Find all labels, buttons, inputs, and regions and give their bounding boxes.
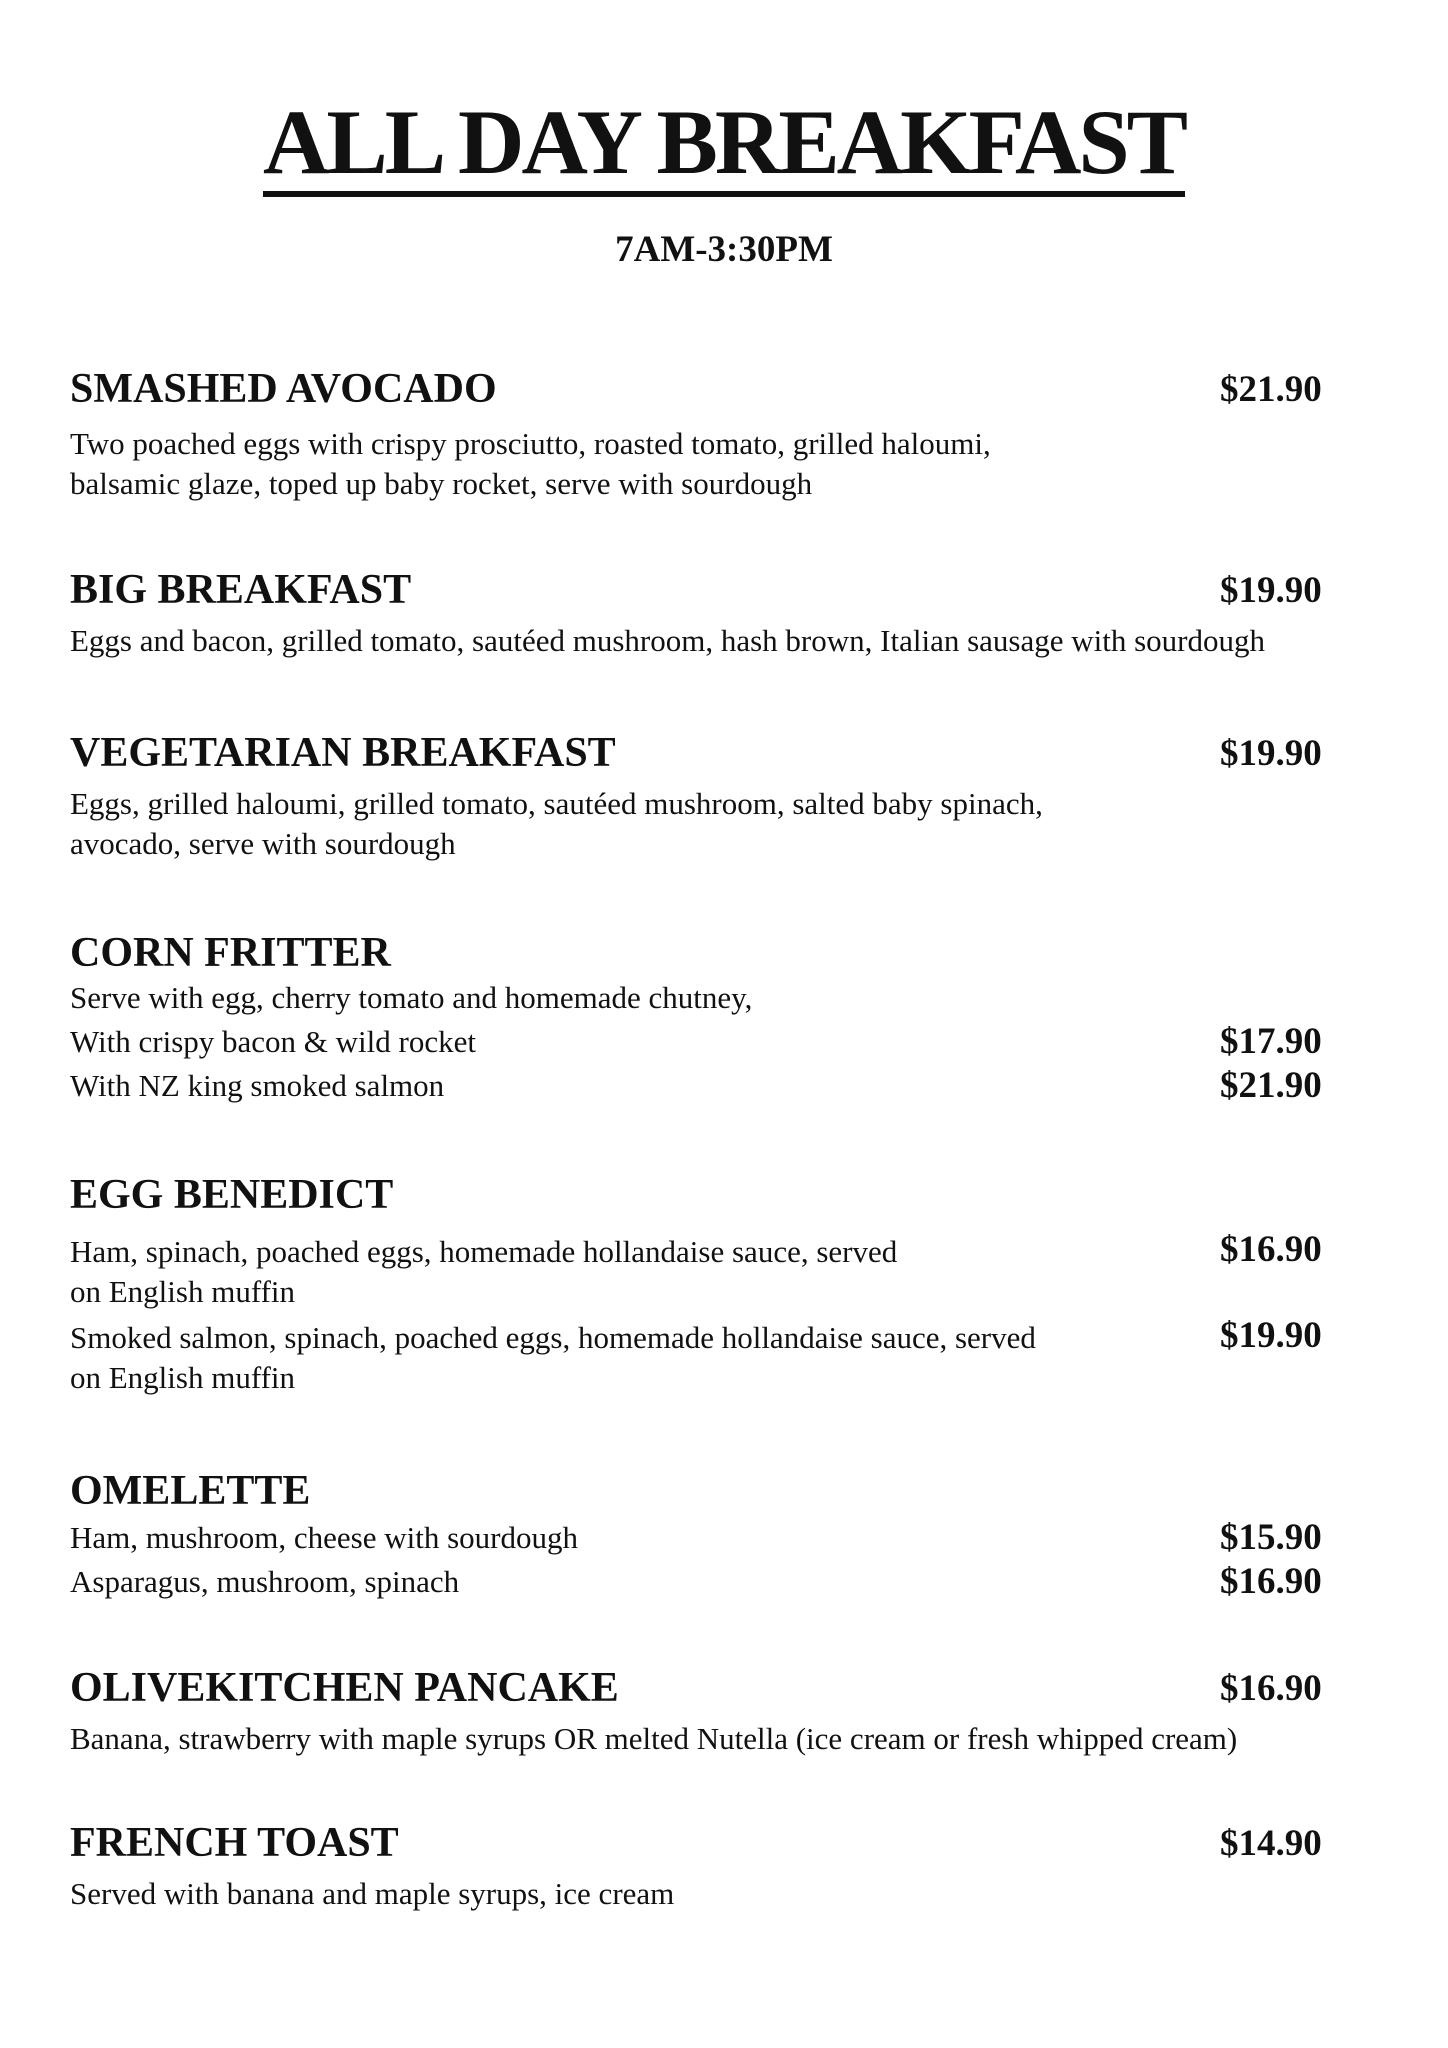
item-description-line: Serve with egg, cherry tomato and homemade chutney, [70, 980, 753, 1015]
item-name: CORN FRITTER [70, 930, 391, 976]
item-option-text: on English muffin [70, 1274, 296, 1309]
item-description-line: Eggs and bacon, grilled tomato, sautéed mushroom, hash brown, Italian sausage with sourdough [70, 623, 1265, 658]
item-name: VEGETARIAN BREAKFAST [70, 730, 616, 776]
item-option-text: Ham, spinach, poached eggs, homemade hollandaise sauce, served [70, 1234, 898, 1269]
item-option-price: $15.90 [1220, 1517, 1322, 1558]
menu-title [0, 92, 1448, 197]
item-description-line: balsamic glaze, toped up baby rocket, serve with sourdough [70, 466, 813, 501]
item-name: OLIVEKITCHEN PANCAKE [70, 1665, 619, 1711]
item-option-text: Asparagus, mushroom, spinach [70, 1564, 460, 1599]
item-price: $16.90 [1220, 1668, 1322, 1709]
item-name: SMASHED AVOCADO [70, 366, 497, 412]
item-price: $19.90 [1220, 570, 1322, 611]
item-name: FRENCH TOAST [70, 1820, 399, 1866]
item-option-price: $21.90 [1220, 1065, 1322, 1106]
item-description-line: Eggs, grilled haloumi, grilled tomato, sautéed mushroom, salted baby spinach, [70, 786, 1043, 821]
item-option-price: $17.90 [1220, 1021, 1322, 1062]
item-option-text: on English muffin [70, 1360, 296, 1395]
item-description-line: Served with banana and maple syrups, ice cream [70, 1876, 675, 1911]
item-option-text: With NZ king smoked salmon [70, 1068, 445, 1103]
item-price: $19.90 [1220, 733, 1322, 774]
item-description-line: avocado, serve with sourdough [70, 826, 456, 861]
item-price: $21.90 [1220, 369, 1322, 410]
item-price: $14.90 [1220, 1823, 1322, 1864]
item-option-text: Smoked salmon, spinach, poached eggs, homemade hollandaise sauce, served [70, 1320, 1036, 1355]
menu-hours: 7AM-3:30PM [615, 229, 833, 270]
item-option-text: With crispy bacon & wild rocket [70, 1024, 476, 1059]
item-option-price: $16.90 [1220, 1229, 1322, 1270]
item-option-text: Ham, mushroom, cheese with sourdough [70, 1520, 578, 1555]
item-description-line: Banana, strawberry with maple syrups OR melted Nutella (ice cream or fresh whipped cream) [70, 1721, 1238, 1756]
item-option-price: $16.90 [1220, 1561, 1322, 1602]
item-description-line: Two poached eggs with crispy prosciutto, roasted tomato, grilled haloumi, [70, 426, 991, 461]
item-name: BIG BREAKFAST [70, 567, 412, 613]
item-name: OMELETTE [70, 1468, 311, 1514]
menu-title-text: ALL DAY BREAKFAST [263, 95, 1185, 197]
item-option-price: $19.90 [1220, 1315, 1322, 1356]
item-name: EGG BENEDICT [70, 1172, 394, 1218]
